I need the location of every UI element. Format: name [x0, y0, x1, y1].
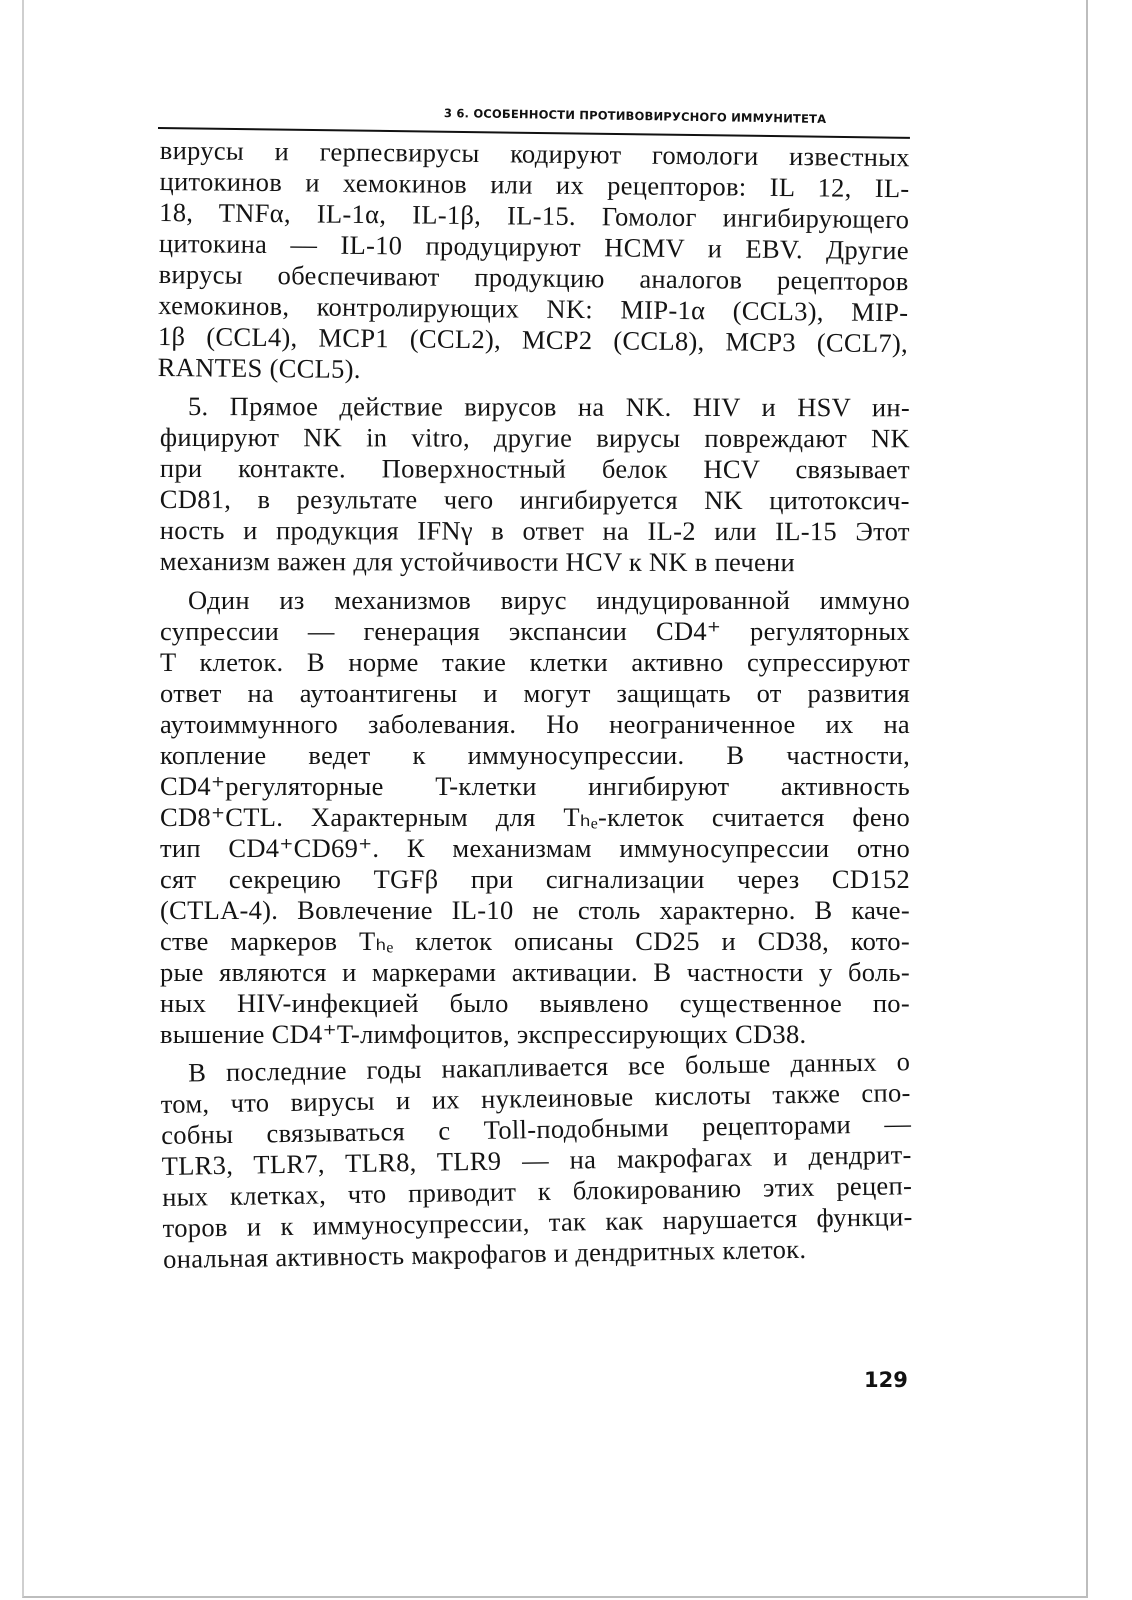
text-line: рые являются и маркерами активации. В частности у боль-: [160, 957, 910, 987]
paragraph-gap: [160, 577, 910, 585]
text-line: CD81, в результате чего ингибируется NK цитотоксич-: [159, 483, 910, 516]
text-line: тип CD4⁺CD69⁺. К механизмам иммуносупрессии отно: [160, 833, 910, 863]
text-line: собны связываться с Toll-подобными рецепторами —: [160, 1108, 912, 1150]
text-line: ность и продукция IFNγ в ответ на IL-2 или IL-15 Этот: [159, 514, 910, 547]
text-line: вышение CD4⁺T-лимфоцитов, экспрессирующих CD38.: [160, 1019, 807, 1049]
text-line: том, что вирусы и их нуклеиновые кислоты также спо-: [160, 1077, 911, 1119]
text-line: Один из механизмов вирус индуцированной иммуно: [188, 585, 910, 615]
paragraph-4: [160, 1046, 913, 1275]
paragraph-2: [160, 391, 910, 578]
text-line: вирусы и герпесвирусы кодируют гомологи известных: [159, 135, 910, 173]
text-line: ных HIV-инфекцией было выявлено существенное по-: [160, 988, 910, 1018]
text-line: копление ведет к иммуносупрессии. В частности,: [160, 740, 910, 770]
text-line: CD8⁺CTL. Характерным для Tₕₑ-клеток считается фено: [160, 802, 910, 832]
text-line: ных клетках, что приводит к блокированию этих рецеп-: [161, 1170, 913, 1212]
text-line: цитокинов и хемокинов или их рецепторов: IL 12, IL-: [159, 165, 910, 204]
text-line: хемокинов, контролирующих NK: MIP-1α (CCL3), MIP-: [158, 289, 909, 328]
text-line: фицируют NK in vitro, другие вирусы повреждают NK: [159, 421, 910, 454]
text-line: T клеток. В норме такие клетки активно супрессируют: [160, 647, 910, 677]
text-line: RANTES (CCL5).: [157, 351, 361, 384]
text-line: торов и к иммуносупрессии, так как нарушается функци-: [162, 1201, 913, 1243]
text-line: В последние годы накапливается все больше данных о: [187, 1046, 911, 1088]
text-line: ответ на аутоантигены и могут защищать от развития: [160, 678, 910, 708]
page-number: 129: [864, 1368, 908, 1392]
text-line: механизм важен для устойчивости HCV к NK в печени: [159, 545, 796, 578]
text-line: при контакте. Поверхностный белок HCV связывает: [159, 452, 910, 485]
text-line: TLR3, TLR7, TLR8, TLR9 — на макрофагах и дендрит-: [161, 1139, 912, 1181]
text-line: стве маркеров Tₕₑ клеток описаны CD25 и CD38, кото-: [160, 926, 910, 956]
text-line: цитокина — IL-10 продуцируют HCMV и EBV. Другие: [158, 227, 910, 266]
text-line: аутоиммунного заболевания. Но неограниченное их на: [160, 709, 910, 739]
running-header: 3 6. ОСОБЕННОСТИ ПРОТИВОВИРУСНОГО ИММУНИТЕТА: [443, 106, 827, 127]
text-line: ональная активность макрофагов и дендритных клеток.: [162, 1233, 807, 1274]
text-line: сят секрецию TGFβ при сигнализации через CD152: [160, 864, 910, 894]
text-line: вирусы обеспечивают продукцию аналогов рецепторов: [158, 258, 909, 297]
text-line: 5. Прямое действие вирусов на NK. HIV и HSV ин-: [187, 391, 910, 423]
text-line: супрессии — генерация экспансии CD4⁺ регуляторных: [160, 616, 910, 646]
text-line: CD4⁺регуляторные T-клетки ингибируют активность: [160, 771, 910, 801]
paragraph-3: [160, 585, 910, 1050]
text-line: (CTLA-4). Вовлечение IL-10 не столь характерно. В каче-: [160, 895, 910, 925]
paragraph-1: [158, 135, 910, 390]
text-line: 1β (CCL4), MCP1 (CCL2), MCP2 (CCL8), MCP3 (CCL7),: [157, 320, 909, 359]
text-line: 18, TNFα, IL-1α, IL-1β, IL-15. Гомолог ингибирующего: [159, 196, 910, 235]
body-text: [157, 135, 913, 1275]
